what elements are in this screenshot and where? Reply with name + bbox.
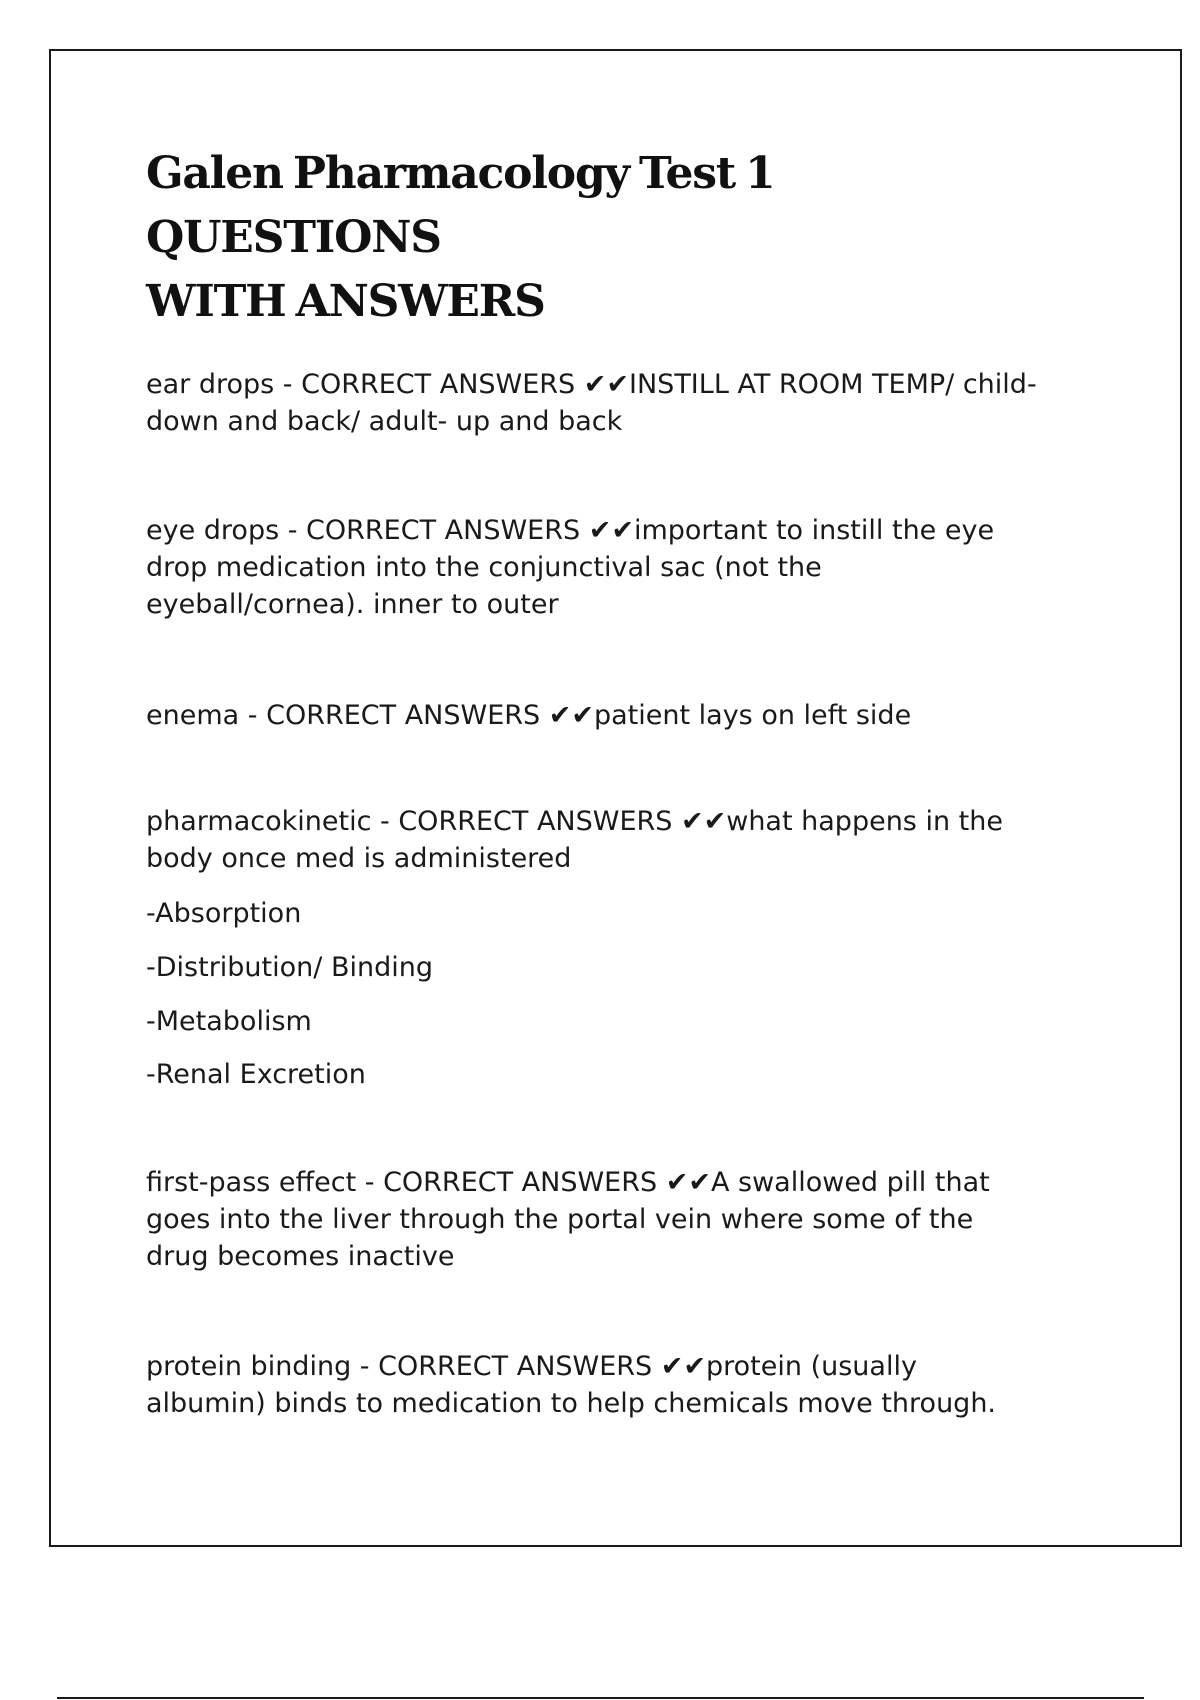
document-title (146, 142, 1076, 334)
sub-item-absorption: -Absorption (146, 898, 302, 929)
entry-ear-drops: ear drops - CORRECT ANSWERS ✔✔INSTILL AT ROOM TEMP/ child- down and back/ adult- up and back (146, 369, 1037, 437)
footer-rule (57, 1697, 1144, 1699)
sub-item-distribution-binding: -Distribution/ Binding (146, 952, 433, 983)
sub-item-metabolism: -Metabolism (146, 1006, 312, 1037)
title-line-1: Galen Pharmacology Test 1 QUESTIONS (146, 148, 775, 263)
entry-first-pass-effect: first-pass effect - CORRECT ANSWERS ✔✔A swallowed pill that goes into the liver through the portal vein where some of the drug becomes inactive (146, 1167, 990, 1272)
entry-protein-binding: protein binding - CORRECT ANSWERS ✔✔protein (usually albumin) binds to medication to help chemicals move through. (146, 1351, 997, 1419)
title-line-2: WITH ANSWERS (146, 276, 545, 327)
entry-enema: enema - CORRECT ANSWERS ✔✔patient lays on left side (146, 700, 912, 731)
entry-eye-drops: eye drops - CORRECT ANSWERS ✔✔important to instill the eye drop medication into the conjunctival sac (not the eyeball/cornea). inner to outer (146, 515, 995, 620)
entry-pharmacokinetic: pharmacokinetic - CORRECT ANSWERS ✔✔what happens in the body once med is administered (146, 806, 1003, 874)
sub-item-renal-excretion: -Renal Excretion (146, 1059, 366, 1090)
